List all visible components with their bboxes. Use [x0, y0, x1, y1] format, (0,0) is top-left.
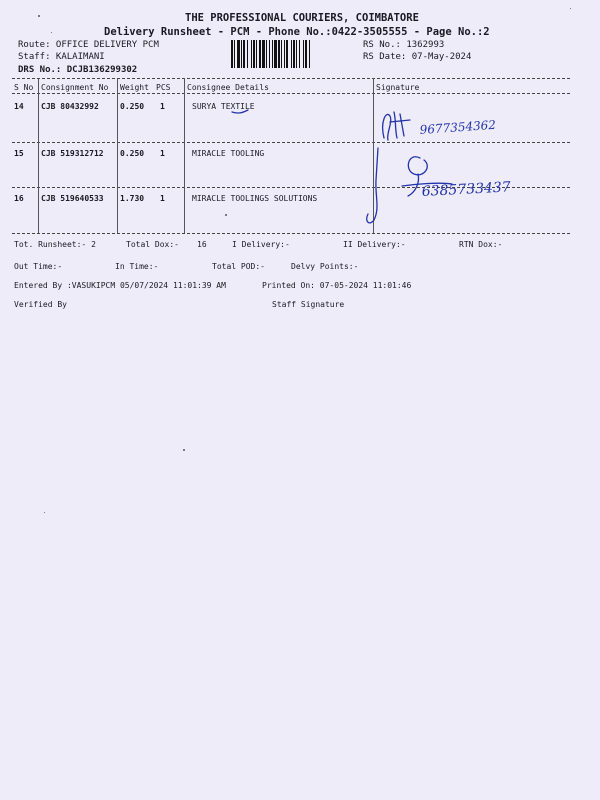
- handwritten-phone-2: 6385733437: [421, 179, 512, 200]
- barcode-bar: [266, 40, 267, 68]
- delvy-points: Delvy Points:-: [291, 262, 359, 271]
- row-sno: 14: [14, 102, 24, 111]
- barcode-bar: [269, 40, 270, 68]
- rs-date: RS Date: 07-May-2024: [363, 52, 472, 62]
- barcode-bar: [281, 40, 282, 68]
- tot-runsheet: Tot. Runsheet:- 2: [14, 240, 96, 249]
- drs-number: DRS No.: DCJB136299302: [18, 65, 138, 75]
- verified-by: Verified By: [14, 300, 67, 309]
- row-consignee: MIRACLE TOOLINGS SOLUTIONS: [192, 194, 318, 203]
- column-divider: [38, 78, 39, 233]
- row-consignee: SURYA TEXTILE: [192, 102, 255, 111]
- row-consignment: CJB 519312712: [41, 149, 104, 158]
- scan-speck: [38, 15, 40, 17]
- in-time: In Time:-: [115, 262, 159, 271]
- barcode-bar: [299, 40, 300, 68]
- barcode-bar: [251, 40, 252, 68]
- row-weight: 0.250: [120, 102, 145, 111]
- barcode-bar: [262, 40, 265, 68]
- rs-number: RS No.: 1362993: [363, 40, 445, 50]
- out-time: Out Time:-: [14, 262, 63, 271]
- row-sno: 16: [14, 194, 24, 203]
- row-sno: 15: [14, 149, 24, 158]
- row-consignment: CJB 519640533: [41, 194, 104, 203]
- column-divider: [184, 78, 185, 233]
- row-consignment: CJB 80432992: [41, 102, 99, 111]
- barcode-bar: [291, 40, 292, 68]
- barcode-bar: [259, 40, 261, 68]
- handwritten-signatures: [360, 100, 580, 230]
- barcode-bar: [241, 40, 242, 68]
- entered-by: Entered By :VASUKIPCM 05/07/2024 11:01:39 AM: [14, 281, 226, 290]
- i-delivery: I Delivery:-: [232, 240, 290, 249]
- total-dox-label: Total Dox:-: [126, 240, 179, 249]
- table-header-rule: [12, 93, 570, 94]
- barcode-bar: [303, 40, 304, 68]
- staff-label: Staff: KALAIMANI: [18, 52, 105, 62]
- table-top-rule: [12, 78, 570, 79]
- route-label: Route: OFFICE DELIVERY PCM: [18, 40, 159, 50]
- rtn-dox: RTN Dox:-: [459, 240, 503, 249]
- barcode-bar: [305, 40, 307, 68]
- ii-delivery: II Delivery:-: [343, 240, 406, 249]
- column-divider: [117, 78, 118, 233]
- barcode-bar: [286, 40, 288, 68]
- printed-on: Printed On: 07-05-2024 11:01:46: [262, 281, 412, 290]
- row-pcs: 1: [160, 102, 165, 111]
- row-consignee: MIRACLE TOOLING: [192, 149, 265, 158]
- row-weight: 1.730: [120, 194, 145, 203]
- barcode-bar: [231, 40, 233, 68]
- col-header-pcs: PCS: [156, 83, 171, 92]
- row-weight: 0.250: [120, 149, 145, 158]
- table-bottom-rule: [12, 233, 570, 234]
- barcode-bar: [296, 40, 297, 68]
- barcode: [231, 40, 352, 68]
- barcode-bar: [247, 40, 248, 68]
- col-header-signature: Signature: [376, 83, 420, 92]
- scan-speck: [44, 512, 45, 513]
- barcode-bar: [309, 40, 310, 68]
- total-dox-value: 16: [197, 240, 207, 249]
- total-pod: Total POD:-: [212, 262, 265, 271]
- col-header-consignment: Consignment No: [41, 83, 109, 92]
- barcode-bar: [284, 40, 285, 68]
- barcode-bar: [272, 40, 273, 68]
- handwritten-phone-1: 9677354362: [419, 117, 497, 137]
- barcode-bar: [237, 40, 240, 68]
- barcode-bar: [293, 40, 295, 68]
- barcode-bar: [274, 40, 277, 68]
- barcode-bar: [256, 40, 257, 68]
- scan-speck: [183, 449, 185, 451]
- col-header-consignee: Consignee Details: [187, 83, 269, 92]
- scan-speck: [570, 8, 571, 9]
- staff-signature: Staff Signature: [272, 300, 345, 309]
- runsheet-title: Delivery Runsheet - PCM - Phone No.:0422-3505555 - Page No.:2: [104, 26, 490, 38]
- scan-speck: [225, 214, 227, 216]
- col-header-sno: S No: [14, 83, 34, 92]
- col-header-weight: Weight: [120, 83, 149, 92]
- barcode-bar: [278, 40, 280, 68]
- scan-speck: [51, 32, 52, 33]
- barcode-bar: [243, 40, 245, 68]
- barcode-bar: [253, 40, 255, 68]
- company-name: THE PROFESSIONAL COURIERS, COIMBATORE: [185, 12, 419, 24]
- row-pcs: 1: [160, 149, 165, 158]
- row-pcs: 1: [160, 194, 165, 203]
- barcode-bar: [234, 40, 235, 68]
